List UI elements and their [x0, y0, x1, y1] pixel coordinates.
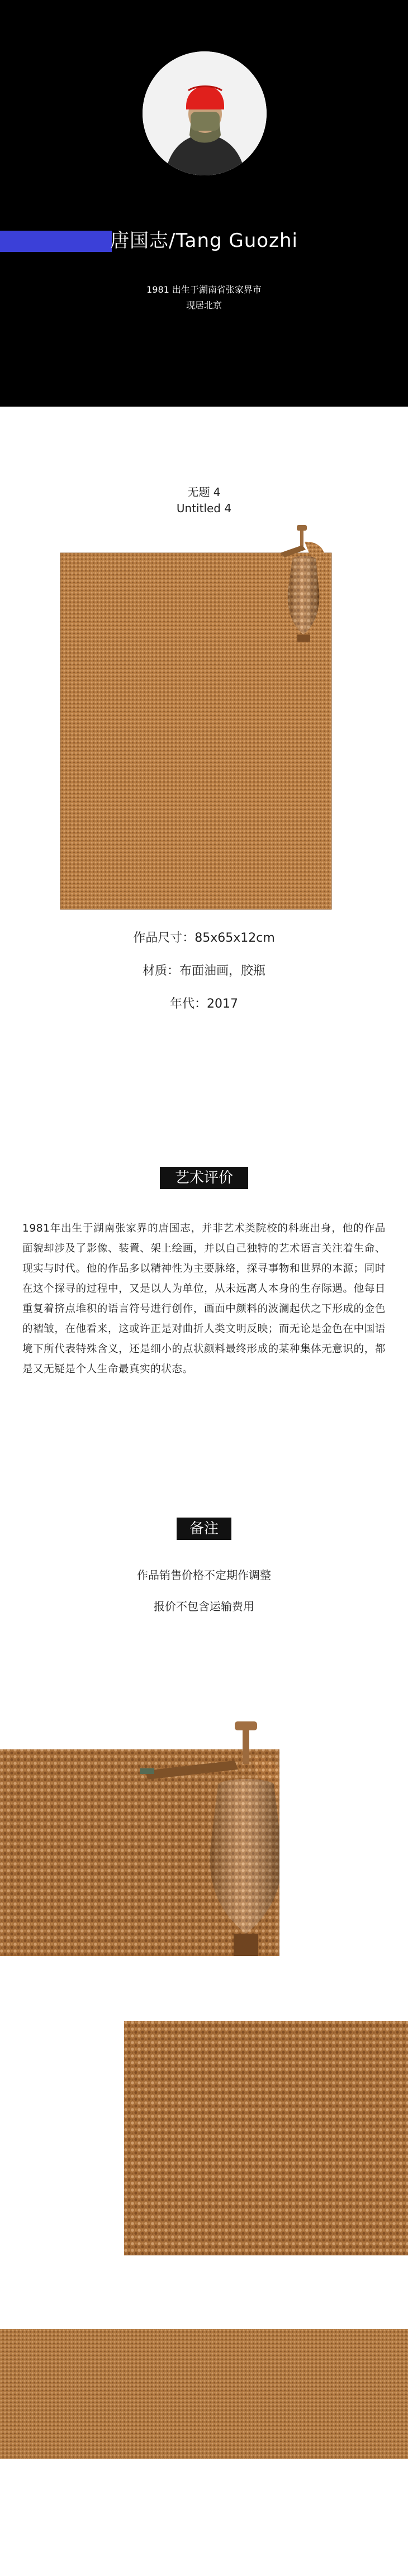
detail-image-surface: [124, 2021, 408, 2255]
notes-heading: 备注: [177, 1518, 231, 1540]
avatar: [143, 51, 267, 175]
note-shipping: 报价不包含运输费用: [154, 1600, 254, 1613]
artist-portrait-icon: [143, 51, 267, 175]
artwork-year: 年代：2017: [170, 997, 238, 1011]
artist-name: 唐国志/Tang Guozhi: [110, 230, 298, 252]
artwork-size: 作品尺寸：85x65x12cm: [133, 931, 275, 945]
review-text: 1981年出生于湖南张家界的唐国志，并非艺术类院校的科班出身，他的作品面貌却涉及了影像、装置、架上绘画，并以自己独特的艺术语言关注着生命、现实与时代。他的作品多以精神性为主要脉络，探寻事物和世界的本源；同时在这个探寻的过程中，又是以人为单位，从未远离人本身的生存际遇。他每日重复着挤点堆积的语言符号进行创作，画面中颜料的波澜起伏之下形成的金色的褶皱，在他看来，这或许正是对曲折人类文明反映；而无论是金色在中国语境下所代表特殊含义，还是细小的点状颜料最终形成的某种集体无意识的，都是又无疑是个人生命最真实的状态。: [22, 1223, 386, 1375]
artist-birth: 1981 出生于湖南省张家界市: [146, 284, 262, 295]
review-heading: 艺术评价: [160, 1167, 248, 1189]
artist-residence: 现居北京: [186, 300, 222, 311]
detail-texture-icon: [124, 2021, 408, 2255]
artwork-title-en: Untitled 4: [176, 502, 232, 515]
detail-strip-icon: [0, 2329, 408, 2459]
detail-bottle-icon: [0, 1721, 279, 1956]
artwork-title-cn: 无题 4: [187, 485, 221, 499]
artist-header: [0, 0, 408, 407]
detail-image-strip: [0, 2329, 408, 2459]
artwork-material: 材质：布面油画，胶瓶: [142, 964, 265, 978]
note-price: 作品销售价格不定期作调整: [137, 1568, 271, 1582]
artwork-painting-icon: [59, 525, 350, 910]
artwork-image: [59, 525, 350, 910]
detail-image-bottle: [0, 1721, 279, 1956]
